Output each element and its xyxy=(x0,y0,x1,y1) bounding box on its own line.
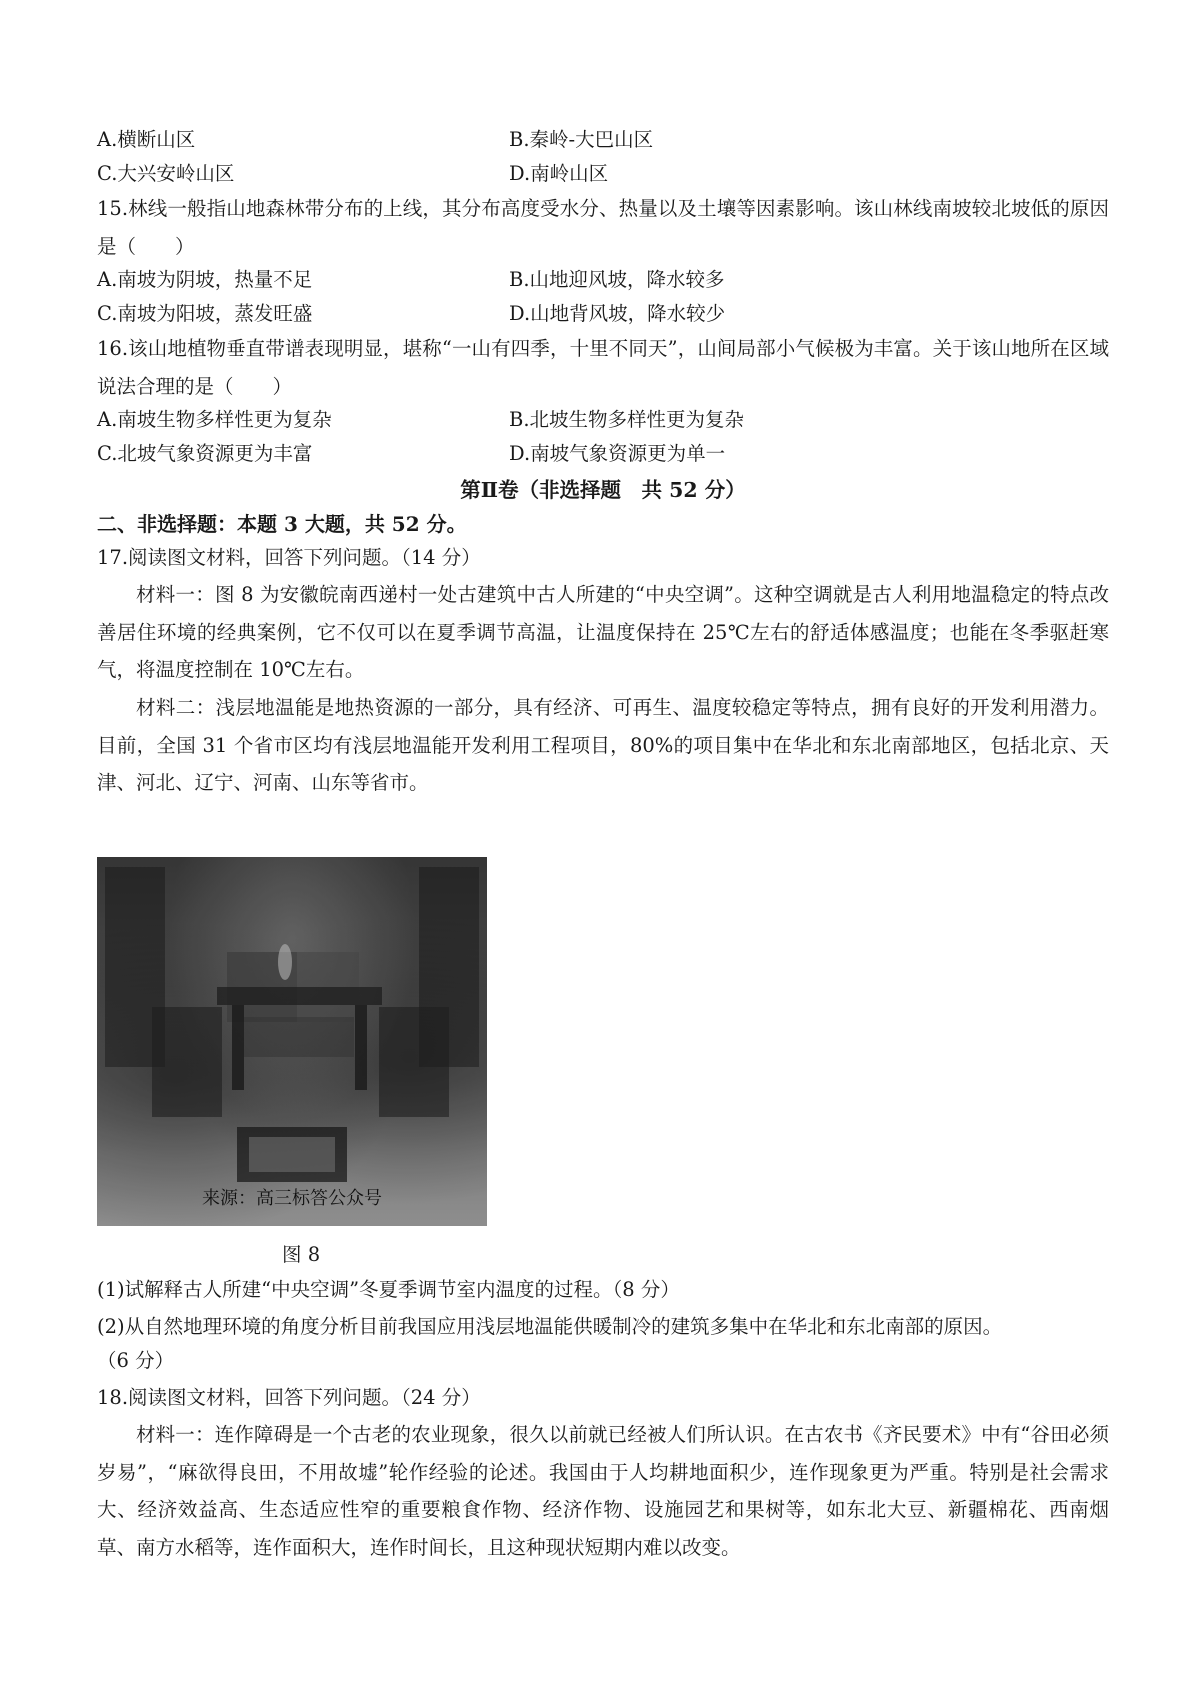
section2-heading: 二、非选择题：本题 3 大题，共 52 分。 xyxy=(97,512,467,536)
q18-stem: 18.阅读图文材料，回答下列问题。（24 分） xyxy=(97,1386,481,1409)
q16-stem: 16.该山地植物垂直带谱表现明显，堪称“一山有四季，十里不同天”，山间局部小气候极为丰富。关于该山地所在区域说法合理的是（ ） xyxy=(97,337,1109,398)
q17-material-1: 材料一：图 8 为安徽皖南西递村一处古建筑中古人所建的“中央空调”。这种空调就是古人利用地温稳定的特点改善居住环境的经典案例，它不仅可以在夏季调节高温，让温度保持在 25℃左右的舒适体感温度；也能在冬季驱赶寒气，将温度控制在 10℃左右。 xyxy=(97,583,1109,681)
q16-option-d: D.南坡气象资源更为单一 xyxy=(509,442,726,465)
q14-option-d: D.南岭山区 xyxy=(509,162,609,185)
q17-sub-question-2: (2)从自然地理环境的角度分析目前我国应用浅层地温能供暖制冷的建筑多集中在华北和东北南部的原因。 xyxy=(97,1315,1003,1338)
part2-title: 第Ⅱ卷（非选择题 共 52 分） xyxy=(460,478,746,502)
q14-option-a: A.横断山区 xyxy=(97,128,196,151)
q14-option-b: B.秦岭-大巴山区 xyxy=(509,128,654,151)
q16-option-b: B.北坡生物多样性更为复杂 xyxy=(509,408,745,431)
q15-option-b: B.山地迎风坡，降水较多 xyxy=(509,268,725,291)
q14-option-c: C.大兴安岭山区 xyxy=(97,162,235,185)
q17-material-2: 材料二：浅层地温能是地热资源的一部分，具有经济、可再生、温度较稳定等特点，拥有良好的开发利用潜力。目前，全国 31 个省市区均有浅层地温能开发利用工程项目，80%的项目集中在华北和东北南部地区，包括北京、天津、河北、辽宁、河南、山东等省市。 xyxy=(97,696,1109,794)
q15-stem: 15.林线一般指山地森林带分布的上线，其分布高度受水分、热量以及土壤等因素影响。该山林线南坡较北坡低的原因是（ ） xyxy=(97,197,1109,258)
q15-option-a: A.南坡为阴坡，热量不足 xyxy=(97,268,313,291)
q17-stem: 17.阅读图文材料，回答下列问题。（14 分） xyxy=(97,546,481,569)
figure-8-photo xyxy=(97,857,487,1226)
q17-sub-question-2-score: （6 分） xyxy=(97,1349,175,1372)
q16-option-c: C.北坡气象资源更为丰富 xyxy=(97,442,313,465)
q17-sub-question-1: (1)试解释古人所建“中央空调”冬夏季调节室内温度的过程。（8 分） xyxy=(97,1278,680,1301)
photo-source-caption: 来源：高三标答公众号 xyxy=(202,1188,382,1209)
figure-8-label: 图 8 xyxy=(282,1243,321,1266)
q18-material-1: 材料一：连作障碍是一个古老的农业现象，很久以前就已经被人们所认识。在古农书《齐民要术》中有“谷田必须岁易”，“麻欲得良田，不用故墟”轮作经验的论述。我国由于人均耕地面积少，连作现象更为严重。特别是社会需求大、经济效益高、生态适应性窄的重要粮食作物、经济作物、设施园艺和果树等，如东北大豆、新疆棉花、西南烟草、南方水稻等，连作面积大，连作时间长，且这种现状短期内难以改变。 xyxy=(97,1423,1109,1559)
q16-option-a: A.南坡生物多样性更为复杂 xyxy=(97,408,332,431)
q15-option-c: C.南坡为阳坡，蒸发旺盛 xyxy=(97,302,313,325)
q15-option-d: D.山地背风坡，降水较少 xyxy=(509,302,726,325)
figure-8-drawing xyxy=(97,857,487,1226)
